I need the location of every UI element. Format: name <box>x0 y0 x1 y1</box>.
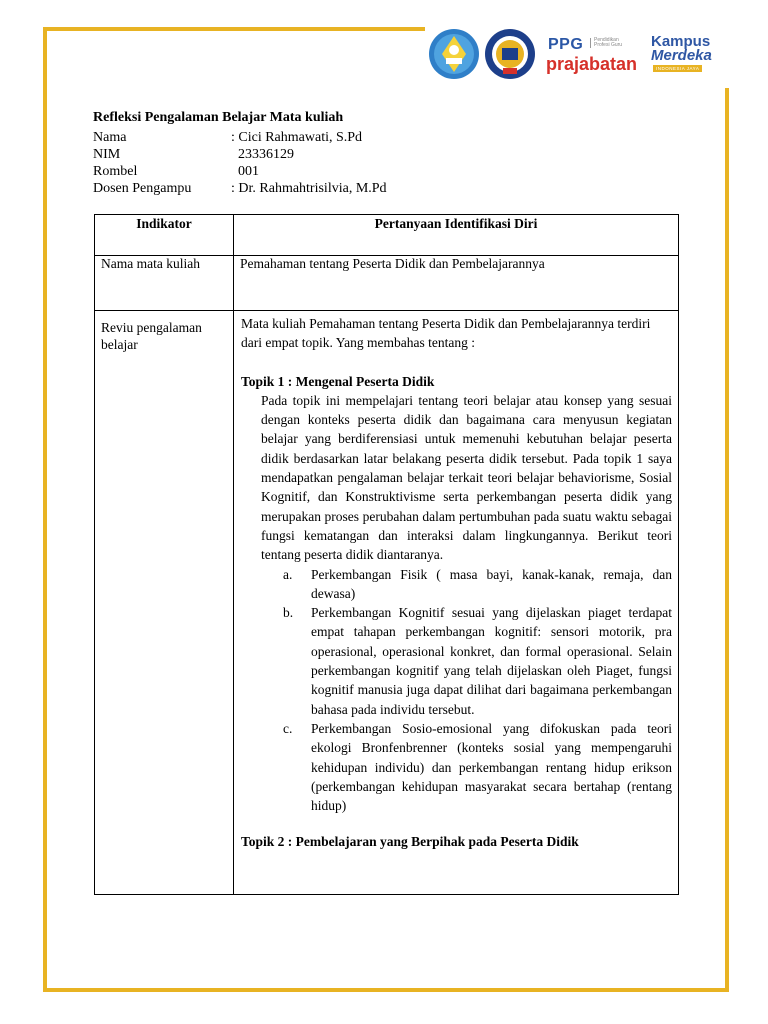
topic1-title: Topik 1 : Mengenal Peserta Didik <box>241 373 435 389</box>
tut-wuri-handayani-logo <box>428 28 480 80</box>
indikator-cell: Reviu pengalaman belajar <box>95 311 234 895</box>
info-row-dosen <box>93 180 493 197</box>
info-label: Rombel <box>93 164 138 179</box>
student-info <box>93 129 493 197</box>
list-item-text: Perkembangan Kognitif sesuai yang dijelaskan piaget terdapat empat tahapan perkembangan kognitif: sensori motorik, pra operasional, operasional konkret, dan formal operasional. Selain perkembangan kognitif yang telah dijelaskan oleh Piaget, fungsi kognitif manusia juga dapat dilihat dari bagaimana perkembangan bahasa pada individu tersebut. <box>311 605 672 717</box>
ppg-prajabatan-logo <box>546 34 646 78</box>
reflection-table <box>94 214 679 895</box>
content-cell: Pemahaman tentang Peserta Didik dan Pembelajarannya <box>234 256 679 311</box>
list-marker: a. <box>283 566 293 582</box>
info-label: NIM <box>93 147 121 162</box>
header-indikator: Indikator <box>95 215 234 256</box>
topic1-paragraph: Pada topik ini mempelajari tentang teori belajar atau konsep yang sesuai dengan konteks peserta didik dan bagaimana cara menyusun kegiatan belajar yang berdiferensiasi untuk memenuhi kebutuhan belajar peserta didik berdasarkan latar belakang peserta didik tersebut. Pada topik 1 saya mendapatkan pengalaman belajar terkait teori belajar behaviorisme, Sosial Kognitif, dan Konstruktivisme serta perkembangan peserta didik yang merupakan proses perubahan dalam pertumbuhan pada suatu waktu sebagai fungsi kematangan dan interaksi dalam lingkungannya. Berikut teori tentang peserta didik diantaranya. <box>261 392 672 563</box>
list-item-text: Perkembangan Fisik ( masa bayi, kanak-kanak, remaja, dan dewasa) <box>311 566 672 601</box>
info-value: : Dr. Rahmahtrisilvia, M.Pd <box>231 181 387 196</box>
list-marker: b. <box>283 605 294 621</box>
list-marker: c. <box>283 720 293 736</box>
indikator-cell: Nama mata kuliah <box>95 256 234 311</box>
frame-left-border <box>43 27 47 992</box>
content-cell <box>234 311 679 895</box>
info-row-nim <box>93 146 493 163</box>
header-logos <box>428 26 728 84</box>
ppg-logo-subtext: Pendidikan Profesi Guru <box>590 38 624 48</box>
info-row-rombel <box>93 163 493 180</box>
table-row <box>95 311 679 895</box>
list-item <box>241 565 672 604</box>
unp-university-seal <box>484 28 536 80</box>
topic2-title: Topik 2 : Pembelajaran yang Berpihak pada Peserta Didik <box>241 834 579 850</box>
list-item <box>241 603 672 719</box>
info-value: : Cici Rahmawati, S.Pd <box>231 130 363 145</box>
theory-list <box>241 565 672 816</box>
frame-bottom-border <box>43 988 729 992</box>
ppg-logo-text: PPG <box>548 36 584 53</box>
km-logo-tag: INDONESIA JAYA <box>653 65 702 72</box>
kampus-merdeka-logo <box>651 34 727 78</box>
info-value: 23336129 <box>231 147 294 162</box>
list-item <box>241 719 672 815</box>
frame-top-border <box>43 27 425 31</box>
km-logo-line2: Merdeka <box>651 47 712 64</box>
header-pertanyaan: Pertanyaan Identifikasi Diri <box>234 215 679 256</box>
info-value: 001 <box>231 164 259 179</box>
table-header-row <box>95 215 679 256</box>
info-row-nama <box>93 129 493 146</box>
frame-right-border <box>725 88 729 992</box>
list-item-text: Perkembangan Sosio-emosional yang difokuskan pada teori ekologi Bronfenbrenner (konteks sosial yang mempengaruhi kehidupan individu) dan perkembangan rentang hidup erikson (perkembangan kehidupan masyarakat secara bertahap (rentang hidup) <box>311 720 672 814</box>
document-title: Refleksi Pengalaman Belajar Mata kuliah <box>93 110 344 125</box>
table-row <box>95 256 679 311</box>
km-logo-line1: Kampus <box>651 33 711 50</box>
intro-paragraph: Mata kuliah Pemahaman tentang Peserta Didik dan Pembelajarannya terdiri dari empat topik. Yang membahas tentang : <box>241 316 651 351</box>
info-label: Dosen Pengampu <box>93 181 192 196</box>
prajabatan-logo-text: prajabatan <box>546 54 638 74</box>
info-label: Nama <box>93 130 127 145</box>
